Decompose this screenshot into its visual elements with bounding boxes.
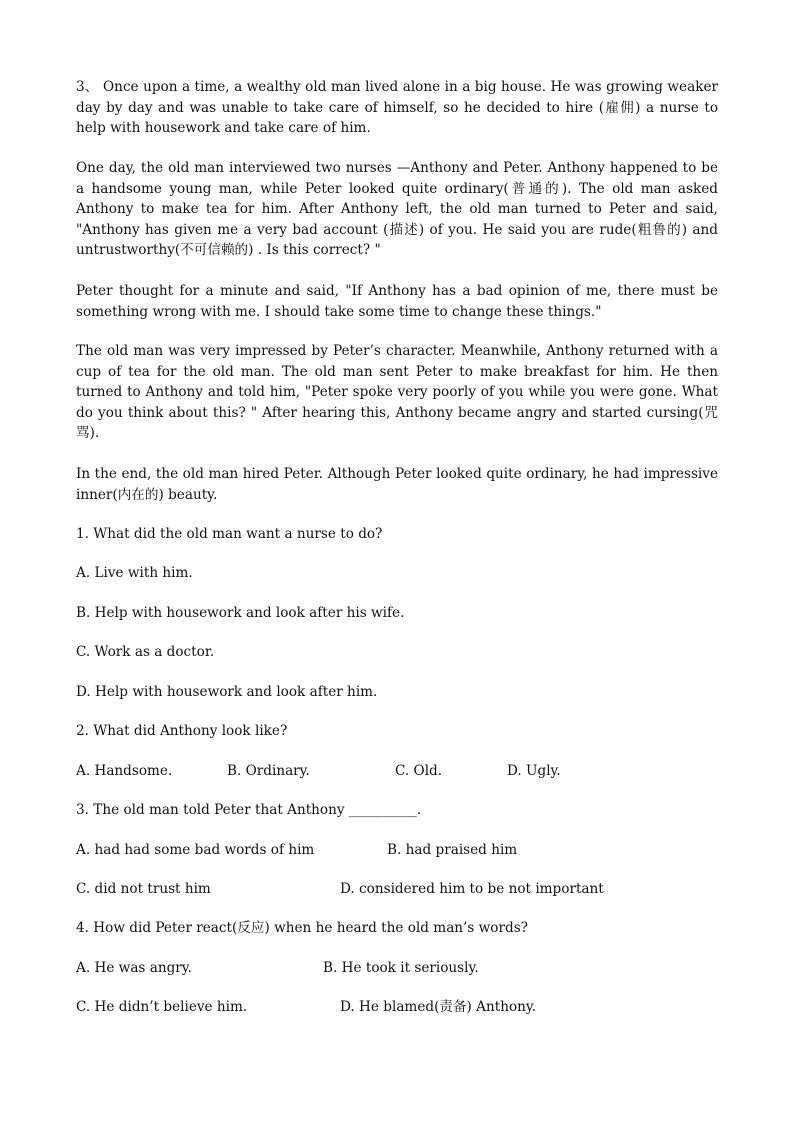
question-2-stem: 2. What did Anthony look like? <box>76 723 288 739</box>
question-1-option-d[interactable]: D. Help with housework and look after him. <box>76 684 378 700</box>
question-1-stem: 1. What did the old man want a nurse to do? <box>76 526 383 542</box>
passage-paragraph-4: The old man was very impressed by Peter’s character. Meanwhile, Anthony returned with a cup of tea for the old man. The old man sent Peter to make breakfast for him. He then turned to Anthony and told him, "Peter spoke very poorly of you while you were gone. What do you think about this? " After hearing this, Anthony became angry and started cursing(咒骂). <box>76 343 718 441</box>
question-3-option-c[interactable]: C. did not trust him <box>76 881 211 897</box>
question-1-option-a[interactable]: A. Live with him. <box>76 565 193 581</box>
passage-paragraph-1: 3、 Once upon a time, a wealthy old man lived alone in a big house. He was growing weaker day by day and was unable to take care of himself, so he decided to hire (雇佣) a nurse to help with housework and take care of him. <box>76 79 718 136</box>
question-3-option-b[interactable]: B. had praised him <box>387 842 518 858</box>
question-4-option-c[interactable]: C. He didn’t believe him. <box>76 999 248 1015</box>
question-4-option-a[interactable]: A. He was angry. <box>76 960 192 976</box>
passage-paragraph-5: In the end, the old man hired Peter. Although Peter looked quite ordinary, he had impressive inner(内在的) beauty. <box>76 466 718 503</box>
question-3-option-d[interactable]: D. considered him to be not important <box>340 881 604 897</box>
passage-paragraph-2: One day, the old man interviewed two nurses —Anthony and Peter. Anthony happened to be a handsome young man, while Peter looked quite ordinary(普通的). The old man asked Anthony to make tea for him. After Anthony left, the old man turned to Peter and said, "Anthony has given me a very bad account (描述) of you. He said you are rude(粗鲁的) and untrustworthy(不可信赖的) . Is this correct? " <box>76 160 718 258</box>
question-4-option-b[interactable]: B. He took it seriously. <box>323 960 479 976</box>
question-2-option-c[interactable]: C. Old. <box>395 763 443 779</box>
question-2-option-b[interactable]: B. Ordinary. <box>227 763 310 779</box>
question-3-option-a[interactable]: A. had had some bad words of him <box>76 842 315 858</box>
question-2-option-a[interactable]: A. Handsome. <box>76 763 173 779</box>
passage-paragraph-3: Peter thought for a minute and said, "If Anthony has a bad opinion of me, there must be something wrong with me. I should take some time to change these things." <box>76 283 718 320</box>
question-1-option-b[interactable]: B. Help with housework and look after his wife. <box>76 605 405 621</box>
question-4-option-d[interactable]: D. He blamed(责备) Anthony. <box>340 999 537 1015</box>
question-1-option-c[interactable]: C. Work as a doctor. <box>76 644 215 660</box>
question-3-stem: 3. The old man told Peter that Anthony __________. <box>76 802 422 818</box>
question-4-stem: 4. How did Peter react(反应) when he heard the old man’s words? <box>76 920 528 936</box>
question-2-option-d[interactable]: D. Ugly. <box>507 763 561 779</box>
